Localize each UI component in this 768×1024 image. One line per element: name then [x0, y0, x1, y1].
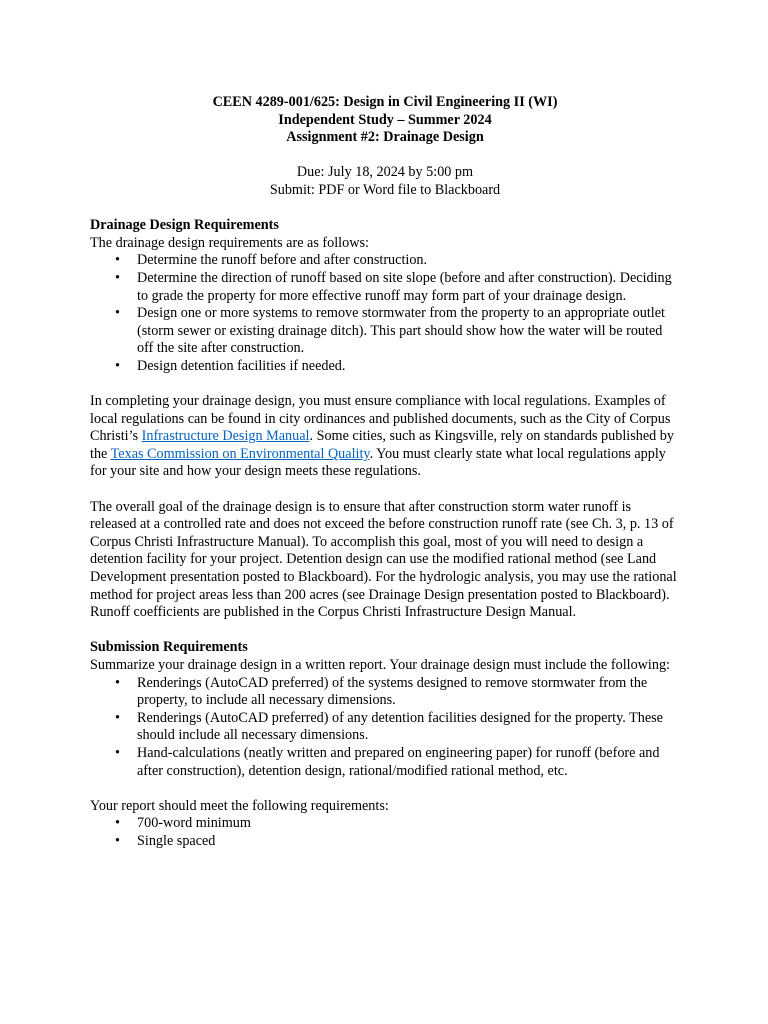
drainage-requirements-list: [90, 252, 680, 375]
list-item: • Renderings (AutoCAD preferred) of the systems designed to remove stormwater from the property, to include all necessary dimensions.: [115, 674, 648, 709]
bullet-icon: •: [115, 357, 120, 374]
due-block: [90, 164, 680, 199]
regulations-paragraph: In completing your drainage design, you must ensure compliance with local regulations. Examples of local regulations can be found in city ordinances and published documents, such as the City of Corpus Christi’s Infrastructure Design Manual. Some cities, such as Kingsville, rely on standards published by the Texas Commission on Environmental Quality. You must clearly state what local regulations apply for your site and how your design meets these regulations.: [90, 393, 674, 480]
study-title: Independent Study – Summer 2024: [278, 111, 492, 128]
submission-heading: Submission Requirements: [90, 639, 248, 656]
bullet-icon: •: [115, 674, 120, 691]
drainage-heading: Drainage Design Requirements: [90, 217, 279, 234]
drainage-intro: The drainage design requirements are as follows:: [90, 234, 369, 251]
title-block: [90, 94, 680, 147]
bullet-icon: •: [115, 832, 120, 849]
bullet-icon: •: [115, 744, 120, 761]
bullet-icon: •: [115, 815, 120, 832]
list-item: • Hand-calculations (neatly written and prepared on engineering paper) for runoff (before and after construction), detention design, rational/modified rational method, etc.: [115, 744, 660, 779]
list-item: • Renderings (AutoCAD preferred) of any detention facilities designed for the property. These should include all necessary dimensions.: [115, 709, 663, 744]
assignment-title: Assignment #2: Drainage Design: [286, 129, 484, 146]
tceq-link[interactable]: Texas Commission on Environmental Quality: [110, 445, 370, 462]
bullet-icon: •: [115, 305, 120, 322]
report-intro: Your report should meet the following requirements:: [90, 797, 389, 814]
report-requirements-list: [90, 815, 680, 850]
list-item: • Design one or more systems to remove stormwater from the property to an appropriate outlet (storm sewer or existing drainage ditch). This part should show how the water will be routed off the site after construction.: [115, 305, 665, 357]
course-title: CEEN 4289-001/625: Design in Civil Engineering II (WI): [212, 94, 558, 110]
due-date: Due: July 18, 2024 by 5:00 pm: [296, 164, 474, 181]
bullet-icon: •: [115, 709, 120, 726]
submission-requirements-list: [90, 675, 680, 781]
bullet-icon: •: [115, 269, 120, 286]
bullet-icon: •: [115, 252, 120, 269]
list-item: • 700-word minimum: [115, 815, 251, 832]
list-item: • Single spaced: [115, 832, 216, 849]
list-item: • Design detention facilities if needed.: [115, 357, 346, 374]
list-item: • Determine the runoff before and after construction.: [115, 252, 428, 269]
infrastructure-manual-link[interactable]: Infrastructure Design Manual: [141, 428, 310, 445]
submission-intro: Summarize your drainage design in a written report. Your drainage design must include the following:: [90, 657, 670, 673]
submit-instructions: Submit: PDF or Word file to Blackboard: [269, 181, 501, 198]
list-item: • Determine the direction of runoff based on site slope (before and after construction). Deciding to grade the property for more effective runoff may form part of your drainage design.: [115, 269, 672, 304]
goal-paragraph: The overall goal of the drainage design is to ensure that after construction storm water runoff is released at a controlled rate and does not exceed the before construction runoff rate (see Ch. 3, p. 13 of Corpus Christi Infrastructure Manual). To accomplish this goal, most of you will need to design a detention facility for your project. Detention design can use the modified rational method (see Land Development presentation posted to Blackboard). For the hydrologic analysis, you may use the rational method for project areas less than 200 acres (see Drainage Design presentation posted to Blackboard). Runoff coefficients are published in the Corpus Christi Infrastructure Design Manual.: [90, 498, 677, 621]
